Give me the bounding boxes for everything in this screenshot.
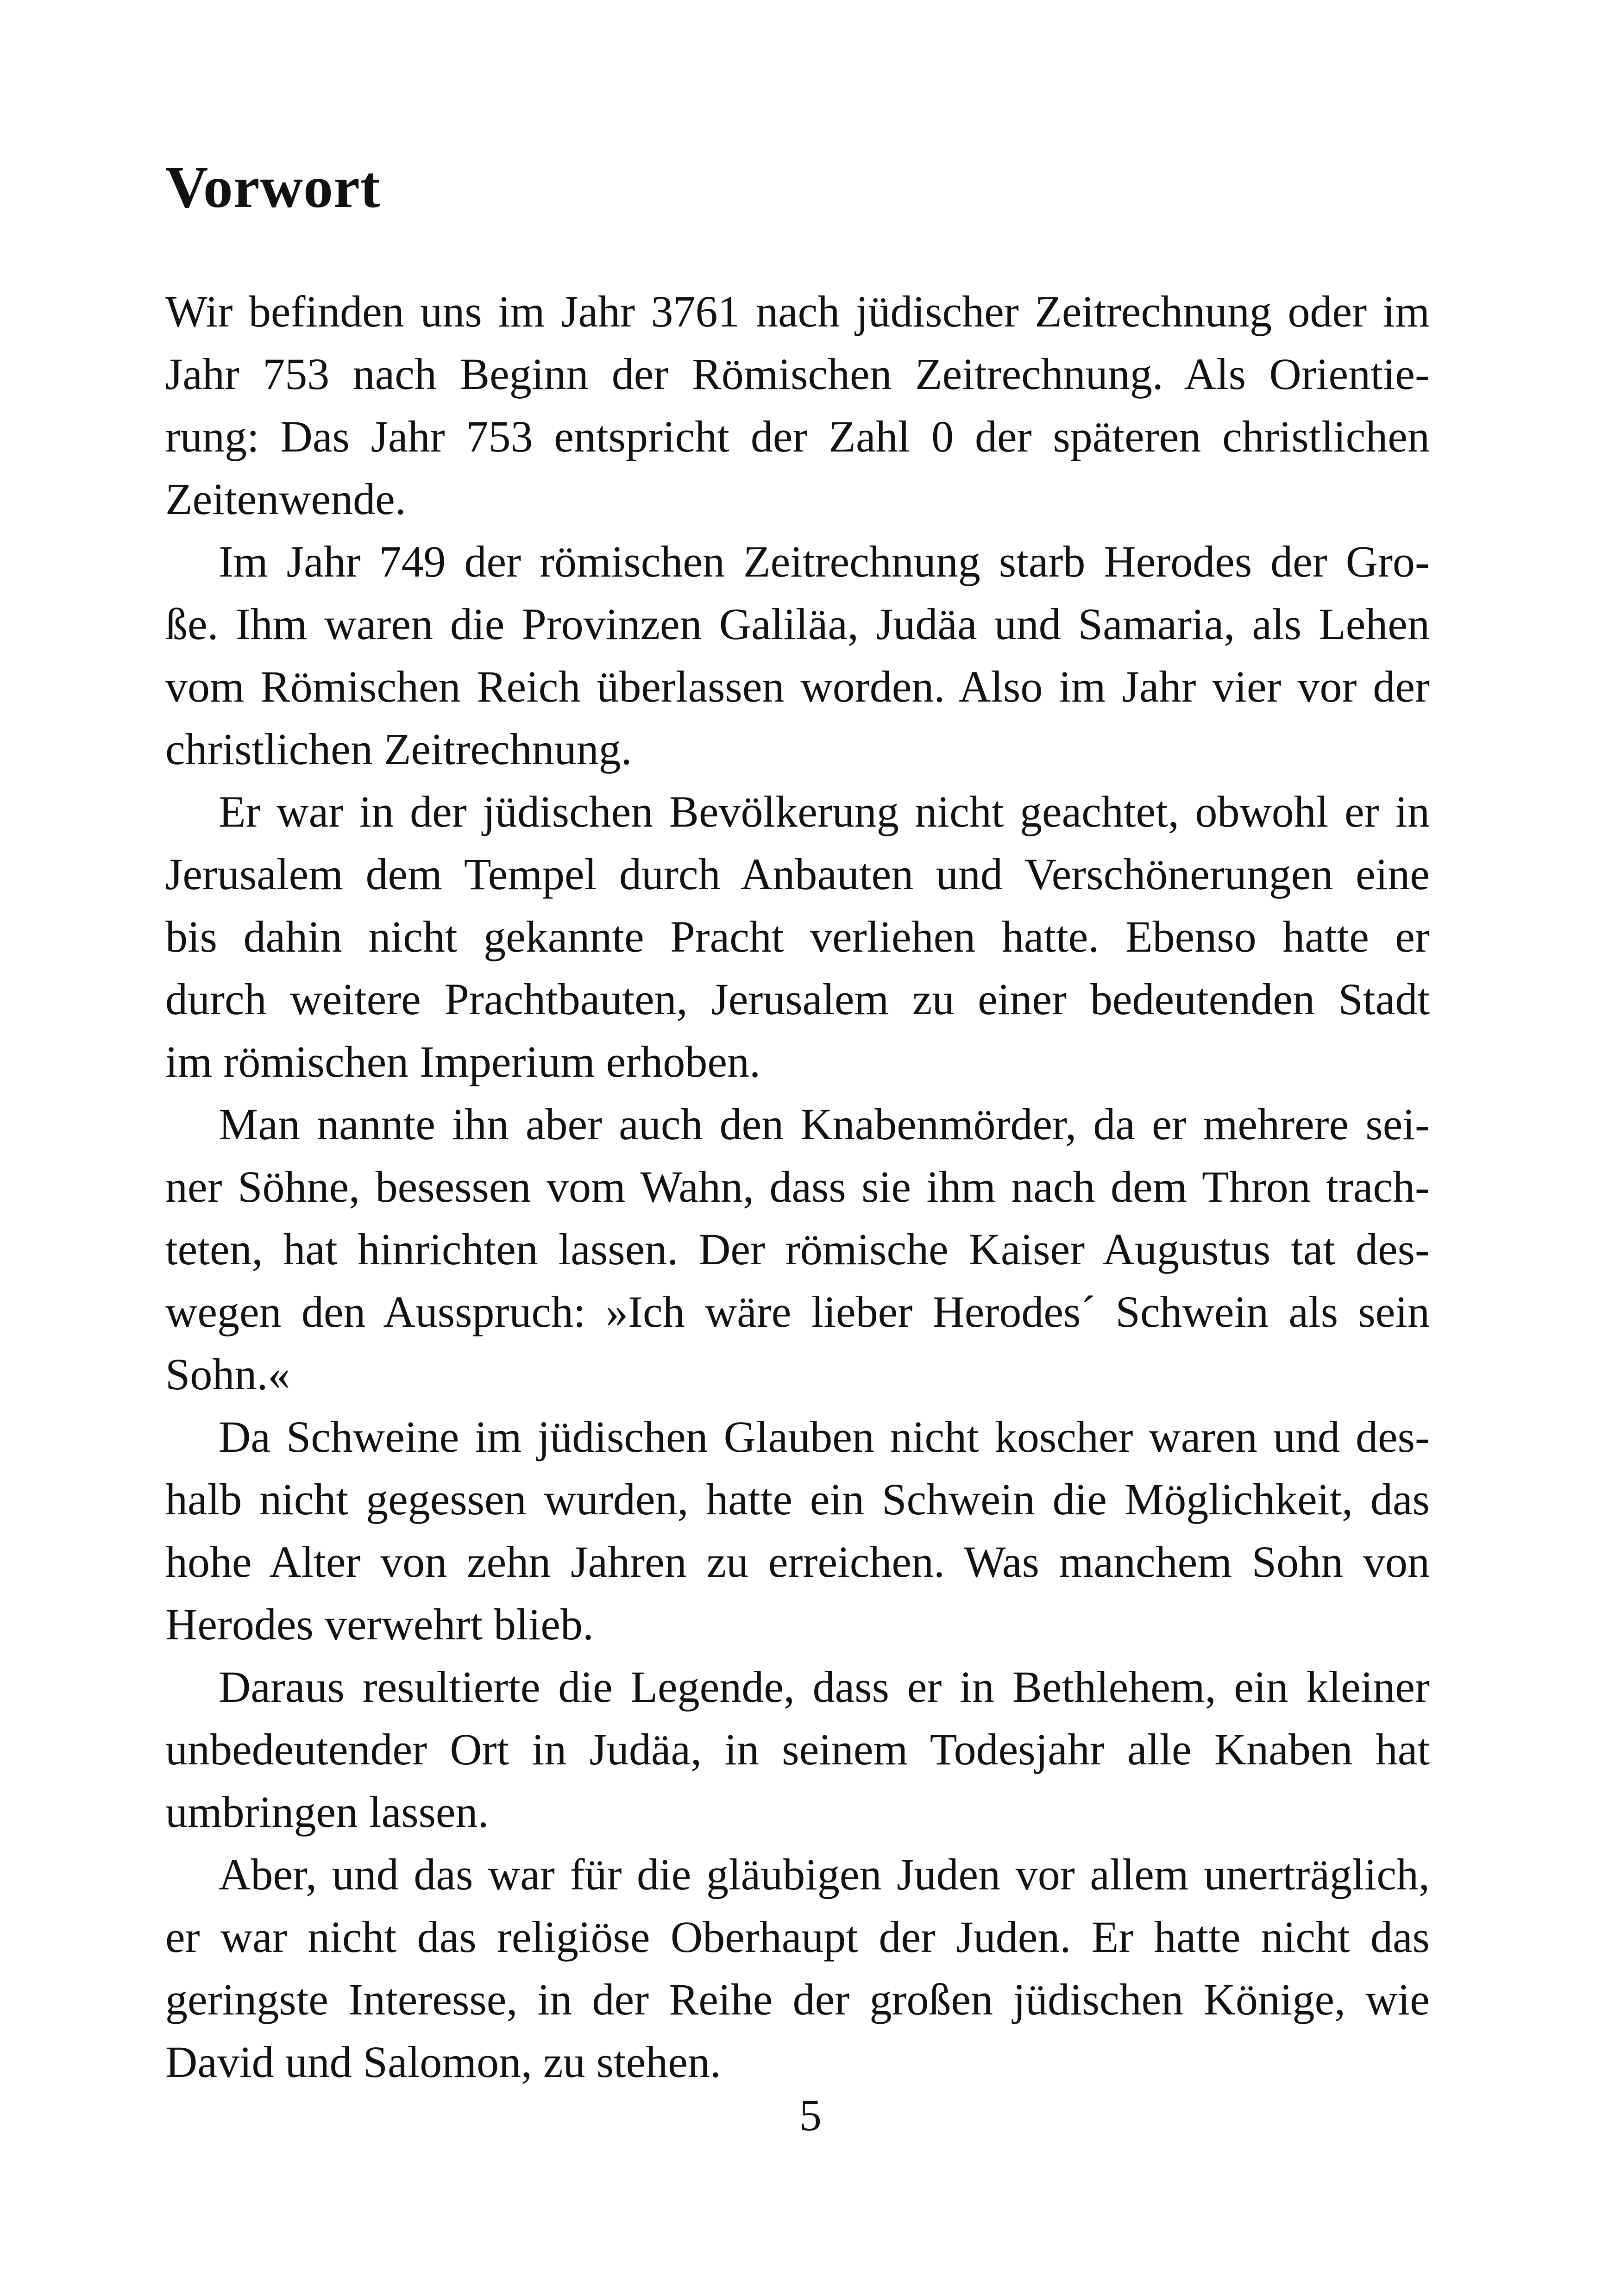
paragraph-3 — [165, 780, 1430, 1093]
text-line: wegen den Ausspruch: »Ich wäre lieber Herodes´ Schwein als sein — [165, 1287, 1430, 1336]
text-line: vom Römischen Reich überlassen worden. Also im Jahr vier vor der — [165, 662, 1430, 711]
text-line: durch weitere Prachtbauten, Jerusalem zu einer bedeutenden Stadt — [165, 974, 1430, 1024]
text-line: Man nannte ihn aber auch den Knabenmörder, da er mehrere sei- — [219, 1099, 1430, 1149]
text-line: halb nicht gegessen wurden, hatte ein Schwein die Möglichkeit, das — [165, 1474, 1430, 1524]
text-line: Jahr 753 nach Beginn der Römischen Zeitrechnung. Als Orientie- — [165, 349, 1430, 399]
text-line: umbringen lassen. — [165, 1787, 489, 1837]
text-line: Im Jahr 749 der römischen Zeitrechnung starb Herodes der Gro- — [219, 537, 1430, 586]
text-line: teten, hat hinrichten lassen. Der römische Kaiser Augustus tat des- — [165, 1224, 1430, 1274]
text-line: Aber, und das war für die gläubigen Juden vor allem unerträglich, — [219, 1850, 1430, 1899]
paragraph-4 — [165, 1093, 1430, 1405]
paragraph-7 — [165, 1843, 1430, 2093]
text-line: hohe Alter von zehn Jahren zu erreichen. Was manchem Sohn von — [165, 1537, 1430, 1587]
text-line: Daraus resultierte die Legende, dass er in Bethlehem, ein kleiner — [219, 1662, 1430, 1712]
page-number: 5 — [799, 2090, 822, 2140]
paragraph-2 — [165, 530, 1430, 780]
text-line: rung: Das Jahr 753 entspricht der Zahl 0 der späteren christlichen — [165, 412, 1430, 461]
text-line: er war nicht das religiöse Oberhaupt der Juden. Er hatte nicht das — [165, 1912, 1430, 1962]
text-line: David und Salomon, zu stehen. — [165, 2037, 721, 2087]
text-line: Er war in der jüdischen Bevölkerung nicht geachtet, obwohl er in — [219, 787, 1430, 836]
text-line: Jerusalem dem Tempel durch Anbauten und Verschönerungen eine — [165, 849, 1430, 899]
text-line: Wir befinden uns im Jahr 3761 nach jüdischer Zeitrechnung oder im — [165, 287, 1430, 336]
text-line: ße. Ihm waren die Provinzen Galiläa, Judäa und Samaria, als Lehen — [165, 599, 1430, 649]
text-line: bis dahin nicht gekannte Pracht verliehen hatte. Ebenso hatte er — [165, 912, 1430, 961]
body-text — [165, 280, 1430, 2093]
text-line: geringste Interesse, in der Reihe der großen jüdischen Könige, wie — [165, 1975, 1430, 2024]
text-line: Herodes verwehrt blieb. — [165, 1600, 594, 1649]
text-line: im römischen Imperium erhoben. — [165, 1037, 760, 1086]
paragraph-1 — [165, 280, 1430, 530]
text-line: Zeitenwende. — [165, 474, 406, 524]
paragraph-6 — [165, 1656, 1430, 1843]
text-line: Sohn.« — [165, 1349, 290, 1399]
text-line: Da Schweine im jüdischen Glauben nicht koscher waren und des- — [219, 1412, 1430, 1462]
text-line: unbedeutender Ort in Judäa, in seinem Todesjahr alle Knaben hat — [165, 1725, 1430, 1774]
text-line: christlichen Zeitrechnung. — [165, 724, 632, 774]
paragraph-5 — [165, 1405, 1430, 1656]
text-line: ner Söhne, besessen vom Wahn, dass sie ihm nach dem Thron trach- — [165, 1162, 1430, 1211]
chapter-heading: Vorwort — [165, 154, 381, 220]
